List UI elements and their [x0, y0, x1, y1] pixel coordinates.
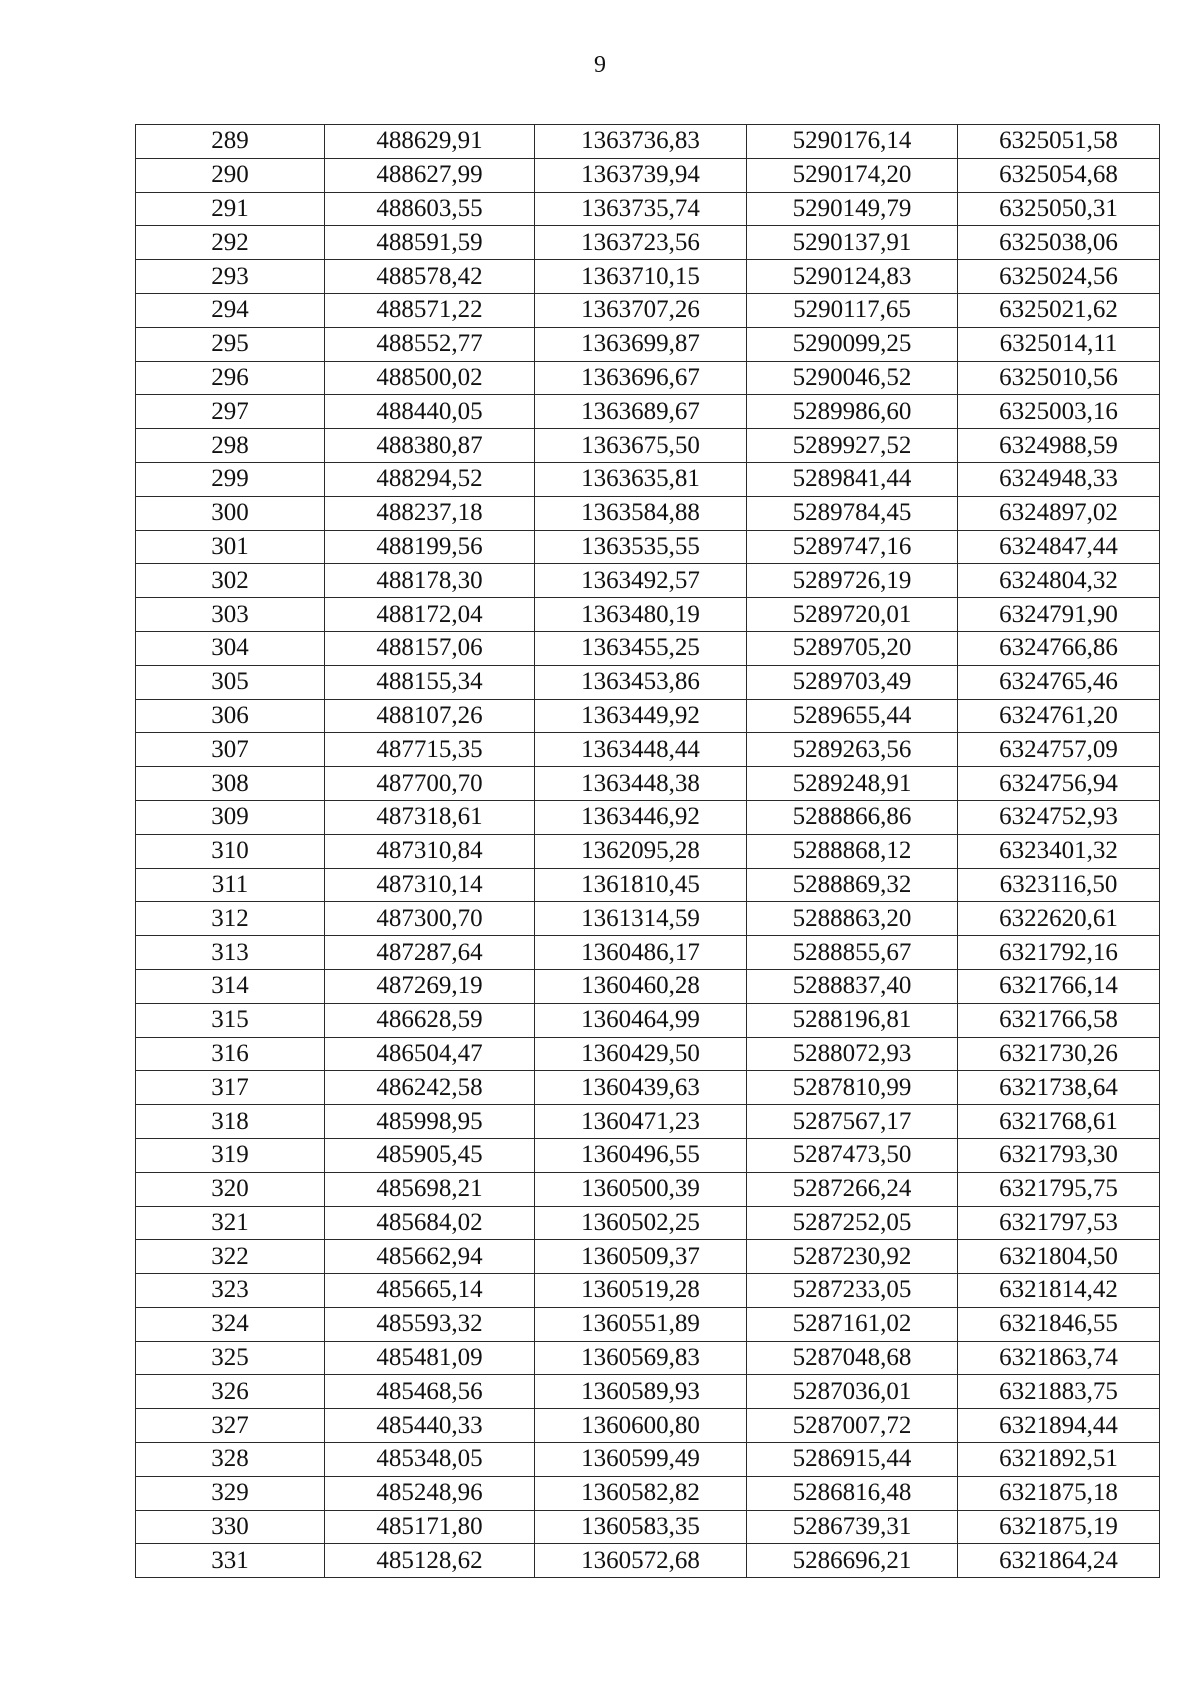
coord-cell: 5290117,65 [747, 293, 958, 327]
coord-cell: 6321768,61 [958, 1105, 1160, 1139]
coord-cell: 488571,22 [325, 293, 535, 327]
point-number-cell: 313 [136, 936, 325, 970]
point-number-cell: 312 [136, 902, 325, 936]
coord-cell: 1363635,81 [535, 462, 747, 496]
table-row [136, 361, 1160, 395]
coord-cell: 6325024,56 [958, 260, 1160, 294]
table-body [136, 125, 1160, 1578]
point-number-cell: 303 [136, 598, 325, 632]
coord-cell: 488237,18 [325, 496, 535, 530]
coord-cell: 6324757,09 [958, 733, 1160, 767]
point-number-cell: 308 [136, 767, 325, 801]
table-row [136, 293, 1160, 327]
coord-cell: 5287473,50 [747, 1138, 958, 1172]
table-row [136, 1341, 1160, 1375]
coord-cell: 485998,95 [325, 1105, 535, 1139]
coord-cell: 6324897,02 [958, 496, 1160, 530]
coord-cell: 488155,34 [325, 665, 535, 699]
coord-cell: 6323116,50 [958, 868, 1160, 902]
table-row [136, 598, 1160, 632]
coord-cell: 1363449,92 [535, 699, 747, 733]
coord-cell: 1363492,57 [535, 564, 747, 598]
point-number-cell: 307 [136, 733, 325, 767]
coord-cell: 1363453,86 [535, 665, 747, 699]
coord-cell: 488157,06 [325, 631, 535, 665]
coord-cell: 6321738,64 [958, 1071, 1160, 1105]
table-row [136, 767, 1160, 801]
point-number-cell: 296 [136, 361, 325, 395]
coord-cell: 5290176,14 [747, 125, 958, 159]
coord-cell: 5289263,56 [747, 733, 958, 767]
coord-cell: 1362095,28 [535, 834, 747, 868]
table-row [136, 1409, 1160, 1443]
coord-cell: 1360572,68 [535, 1544, 747, 1578]
table-row [136, 327, 1160, 361]
coord-cell: 6321864,24 [958, 1544, 1160, 1578]
coord-cell: 6325051,58 [958, 125, 1160, 159]
coord-cell: 487310,14 [325, 868, 535, 902]
coord-cell: 6324948,33 [958, 462, 1160, 496]
coord-cell: 488627,99 [325, 158, 535, 192]
point-number-cell: 325 [136, 1341, 325, 1375]
page-number: 9 [594, 52, 606, 78]
point-number-cell: 293 [136, 260, 325, 294]
coord-cell: 5289705,20 [747, 631, 958, 665]
coord-cell: 5287266,24 [747, 1172, 958, 1206]
table-row [136, 1003, 1160, 1037]
coord-cell: 1360439,63 [535, 1071, 747, 1105]
table-row [136, 936, 1160, 970]
point-number-cell: 324 [136, 1307, 325, 1341]
coord-cell: 6322620,61 [958, 902, 1160, 936]
point-number-cell: 317 [136, 1071, 325, 1105]
coord-cell: 5290149,79 [747, 192, 958, 226]
coord-cell: 485128,62 [325, 1544, 535, 1578]
coord-cell: 488629,91 [325, 125, 535, 159]
table-row [136, 226, 1160, 260]
point-number-cell: 310 [136, 834, 325, 868]
coord-cell: 485468,56 [325, 1375, 535, 1409]
coord-cell: 5288868,12 [747, 834, 958, 868]
point-number-cell: 328 [136, 1443, 325, 1477]
coord-cell: 5288196,81 [747, 1003, 958, 1037]
coord-cell: 5288869,32 [747, 868, 958, 902]
coord-cell: 1360589,93 [535, 1375, 747, 1409]
coord-cell: 485684,02 [325, 1206, 535, 1240]
coord-cell: 6321863,74 [958, 1341, 1160, 1375]
coord-cell: 1361810,45 [535, 868, 747, 902]
coord-cell: 1363480,19 [535, 598, 747, 632]
coord-cell: 1363448,44 [535, 733, 747, 767]
coord-cell: 1360519,28 [535, 1274, 747, 1308]
table-row [136, 1071, 1160, 1105]
point-number-cell: 300 [136, 496, 325, 530]
coord-cell: 485665,14 [325, 1274, 535, 1308]
coord-cell: 6321795,75 [958, 1172, 1160, 1206]
coord-cell: 6323401,32 [958, 834, 1160, 868]
coord-cell: 1363707,26 [535, 293, 747, 327]
coord-cell: 1360583,35 [535, 1510, 747, 1544]
coord-cell: 485348,05 [325, 1443, 535, 1477]
table-row [136, 462, 1160, 496]
coord-cell: 485905,45 [325, 1138, 535, 1172]
point-number-cell: 330 [136, 1510, 325, 1544]
coord-cell: 6325050,31 [958, 192, 1160, 226]
coord-cell: 1360600,80 [535, 1409, 747, 1443]
coord-cell: 1360464,99 [535, 1003, 747, 1037]
coord-cell: 6321875,18 [958, 1476, 1160, 1510]
coord-cell: 5287036,01 [747, 1375, 958, 1409]
coord-cell: 6324804,32 [958, 564, 1160, 598]
table-row [136, 1375, 1160, 1409]
coord-cell: 1360500,39 [535, 1172, 747, 1206]
coord-cell: 488578,42 [325, 260, 535, 294]
coord-cell: 5289784,45 [747, 496, 958, 530]
table-row [136, 834, 1160, 868]
point-number-cell: 329 [136, 1476, 325, 1510]
coord-cell: 488552,77 [325, 327, 535, 361]
coord-cell: 485593,32 [325, 1307, 535, 1341]
coord-cell: 1363696,67 [535, 361, 747, 395]
coord-cell: 5289747,16 [747, 530, 958, 564]
coord-cell: 5287007,72 [747, 1409, 958, 1443]
coord-cell: 488603,55 [325, 192, 535, 226]
coord-cell: 6324847,44 [958, 530, 1160, 564]
coord-cell: 487300,70 [325, 902, 535, 936]
coord-cell: 6321883,75 [958, 1375, 1160, 1409]
coord-cell: 5290124,83 [747, 260, 958, 294]
coord-cell: 485440,33 [325, 1409, 535, 1443]
coord-cell: 1363584,88 [535, 496, 747, 530]
point-number-cell: 314 [136, 969, 325, 1003]
coord-cell: 1363535,55 [535, 530, 747, 564]
coord-cell: 6321793,30 [958, 1138, 1160, 1172]
coord-cell: 5290046,52 [747, 361, 958, 395]
table-row [136, 1105, 1160, 1139]
table-row [136, 260, 1160, 294]
coord-cell: 487318,61 [325, 800, 535, 834]
coord-cell: 486628,59 [325, 1003, 535, 1037]
coord-cell: 1360551,89 [535, 1307, 747, 1341]
coord-cell: 5289927,52 [747, 429, 958, 463]
coord-cell: 5288855,67 [747, 936, 958, 970]
coord-cell: 5289841,44 [747, 462, 958, 496]
coord-cell: 6324988,59 [958, 429, 1160, 463]
coord-cell: 5288837,40 [747, 969, 958, 1003]
table-row [136, 564, 1160, 598]
table-row [136, 429, 1160, 463]
point-number-cell: 327 [136, 1409, 325, 1443]
point-number-cell: 326 [136, 1375, 325, 1409]
coord-cell: 5288863,20 [747, 902, 958, 936]
point-number-cell: 297 [136, 395, 325, 429]
point-number-cell: 294 [136, 293, 325, 327]
table-row [136, 1307, 1160, 1341]
coord-cell: 5289248,91 [747, 767, 958, 801]
coord-cell: 5288072,93 [747, 1037, 958, 1071]
coord-cell: 488294,52 [325, 462, 535, 496]
coord-cell: 488440,05 [325, 395, 535, 429]
coord-cell: 485662,94 [325, 1240, 535, 1274]
table-row [136, 699, 1160, 733]
coord-cell: 1360502,25 [535, 1206, 747, 1240]
table-row [136, 1240, 1160, 1274]
coord-cell: 6321875,19 [958, 1510, 1160, 1544]
coord-cell: 488591,59 [325, 226, 535, 260]
coord-cell: 487287,64 [325, 936, 535, 970]
coord-cell: 1363739,94 [535, 158, 747, 192]
coord-cell: 1360509,37 [535, 1240, 747, 1274]
table-row [136, 902, 1160, 936]
point-number-cell: 320 [136, 1172, 325, 1206]
table-row [136, 125, 1160, 159]
coord-cell: 6321797,53 [958, 1206, 1160, 1240]
coord-cell: 6321730,26 [958, 1037, 1160, 1071]
table-row [136, 1138, 1160, 1172]
coord-cell: 487310,84 [325, 834, 535, 868]
table-row [136, 395, 1160, 429]
point-number-cell: 298 [136, 429, 325, 463]
table-row [136, 665, 1160, 699]
point-number-cell: 302 [136, 564, 325, 598]
point-number-cell: 301 [136, 530, 325, 564]
coord-cell: 1363455,25 [535, 631, 747, 665]
table-row [136, 631, 1160, 665]
coord-cell: 1363699,87 [535, 327, 747, 361]
coord-cell: 486504,47 [325, 1037, 535, 1071]
coord-cell: 5286739,31 [747, 1510, 958, 1544]
coord-cell: 485698,21 [325, 1172, 535, 1206]
coord-cell: 6325021,62 [958, 293, 1160, 327]
point-number-cell: 306 [136, 699, 325, 733]
coord-cell: 1360496,55 [535, 1138, 747, 1172]
coord-cell: 1360429,50 [535, 1037, 747, 1071]
coord-cell: 5288866,86 [747, 800, 958, 834]
coord-cell: 5290137,91 [747, 226, 958, 260]
table-row [136, 969, 1160, 1003]
coord-cell: 5289720,01 [747, 598, 958, 632]
coord-cell: 6321804,50 [958, 1240, 1160, 1274]
coord-cell: 1360599,49 [535, 1443, 747, 1477]
point-number-cell: 305 [136, 665, 325, 699]
coord-cell: 1363448,38 [535, 767, 747, 801]
coord-cell: 488500,02 [325, 361, 535, 395]
point-number-cell: 321 [136, 1206, 325, 1240]
coord-cell: 1363710,15 [535, 260, 747, 294]
coord-cell: 487269,19 [325, 969, 535, 1003]
coord-cell: 6321894,44 [958, 1409, 1160, 1443]
coord-cell: 6325014,11 [958, 327, 1160, 361]
table-row [136, 1476, 1160, 1510]
coord-cell: 6324791,90 [958, 598, 1160, 632]
coord-cell: 485171,80 [325, 1510, 535, 1544]
coord-cell: 5287252,05 [747, 1206, 958, 1240]
coord-cell: 6321766,58 [958, 1003, 1160, 1037]
coord-cell: 487715,35 [325, 733, 535, 767]
coord-cell: 5289703,49 [747, 665, 958, 699]
coord-cell: 5289655,44 [747, 699, 958, 733]
coord-cell: 1360471,23 [535, 1105, 747, 1139]
table-row [136, 1206, 1160, 1240]
coordinates-table [135, 124, 1160, 1578]
coord-cell: 5289986,60 [747, 395, 958, 429]
point-number-cell: 311 [136, 868, 325, 902]
coord-cell: 6325054,68 [958, 158, 1160, 192]
coord-cell: 6321846,55 [958, 1307, 1160, 1341]
coord-cell: 6324752,93 [958, 800, 1160, 834]
coord-cell: 5290099,25 [747, 327, 958, 361]
coord-cell: 488199,56 [325, 530, 535, 564]
point-number-cell: 304 [136, 631, 325, 665]
coord-cell: 1363735,74 [535, 192, 747, 226]
table-row [136, 800, 1160, 834]
coord-cell: 5287161,02 [747, 1307, 958, 1341]
coord-cell: 6321892,51 [958, 1443, 1160, 1477]
coord-cell: 488380,87 [325, 429, 535, 463]
coord-cell: 485248,96 [325, 1476, 535, 1510]
coord-cell: 5286696,21 [747, 1544, 958, 1578]
table-row [136, 1510, 1160, 1544]
point-number-cell: 316 [136, 1037, 325, 1071]
point-number-cell: 299 [136, 462, 325, 496]
table-row [136, 192, 1160, 226]
point-number-cell: 289 [136, 125, 325, 159]
coord-cell: 6324761,20 [958, 699, 1160, 733]
coord-cell: 5287810,99 [747, 1071, 958, 1105]
coord-cell: 5290174,20 [747, 158, 958, 192]
coord-cell: 1360569,83 [535, 1341, 747, 1375]
coord-cell: 5287233,05 [747, 1274, 958, 1308]
coord-cell: 1360582,82 [535, 1476, 747, 1510]
point-number-cell: 309 [136, 800, 325, 834]
point-number-cell: 331 [136, 1544, 325, 1578]
coord-cell: 5287048,68 [747, 1341, 958, 1375]
coord-cell: 6324766,86 [958, 631, 1160, 665]
point-number-cell: 323 [136, 1274, 325, 1308]
coord-cell: 6321766,14 [958, 969, 1160, 1003]
coord-cell: 1363723,56 [535, 226, 747, 260]
coord-cell: 488178,30 [325, 564, 535, 598]
coord-cell: 1360486,17 [535, 936, 747, 970]
coord-cell: 5287567,17 [747, 1105, 958, 1139]
coord-cell: 1363689,67 [535, 395, 747, 429]
coord-cell: 6325003,16 [958, 395, 1160, 429]
coord-cell: 6324756,94 [958, 767, 1160, 801]
coord-cell: 6321792,16 [958, 936, 1160, 970]
coord-cell: 5286915,44 [747, 1443, 958, 1477]
point-number-cell: 318 [136, 1105, 325, 1139]
point-number-cell: 290 [136, 158, 325, 192]
coord-cell: 488172,04 [325, 598, 535, 632]
coord-cell: 6325010,56 [958, 361, 1160, 395]
coord-cell: 1363675,50 [535, 429, 747, 463]
point-number-cell: 292 [136, 226, 325, 260]
point-number-cell: 315 [136, 1003, 325, 1037]
coord-cell: 5289726,19 [747, 564, 958, 598]
coord-cell: 486242,58 [325, 1071, 535, 1105]
coord-cell: 5286816,48 [747, 1476, 958, 1510]
coord-cell: 488107,26 [325, 699, 535, 733]
table-row [136, 530, 1160, 564]
coord-cell: 485481,09 [325, 1341, 535, 1375]
point-number-cell: 319 [136, 1138, 325, 1172]
coord-cell: 5287230,92 [747, 1240, 958, 1274]
point-number-cell: 295 [136, 327, 325, 361]
table-row [136, 158, 1160, 192]
point-number-cell: 291 [136, 192, 325, 226]
point-number-cell: 322 [136, 1240, 325, 1274]
coord-cell: 1360460,28 [535, 969, 747, 1003]
table-row [136, 1172, 1160, 1206]
table-row [136, 733, 1160, 767]
coord-cell: 1363736,83 [535, 125, 747, 159]
coord-cell: 6325038,06 [958, 226, 1160, 260]
table-row [136, 496, 1160, 530]
table-row [136, 1274, 1160, 1308]
coord-cell: 487700,70 [325, 767, 535, 801]
coord-cell: 1363446,92 [535, 800, 747, 834]
table-row [136, 1037, 1160, 1071]
table-row [136, 1544, 1160, 1578]
table-row [136, 868, 1160, 902]
table-row [136, 1443, 1160, 1477]
coord-cell: 1361314,59 [535, 902, 747, 936]
coord-cell: 6321814,42 [958, 1274, 1160, 1308]
coord-cell: 6324765,46 [958, 665, 1160, 699]
